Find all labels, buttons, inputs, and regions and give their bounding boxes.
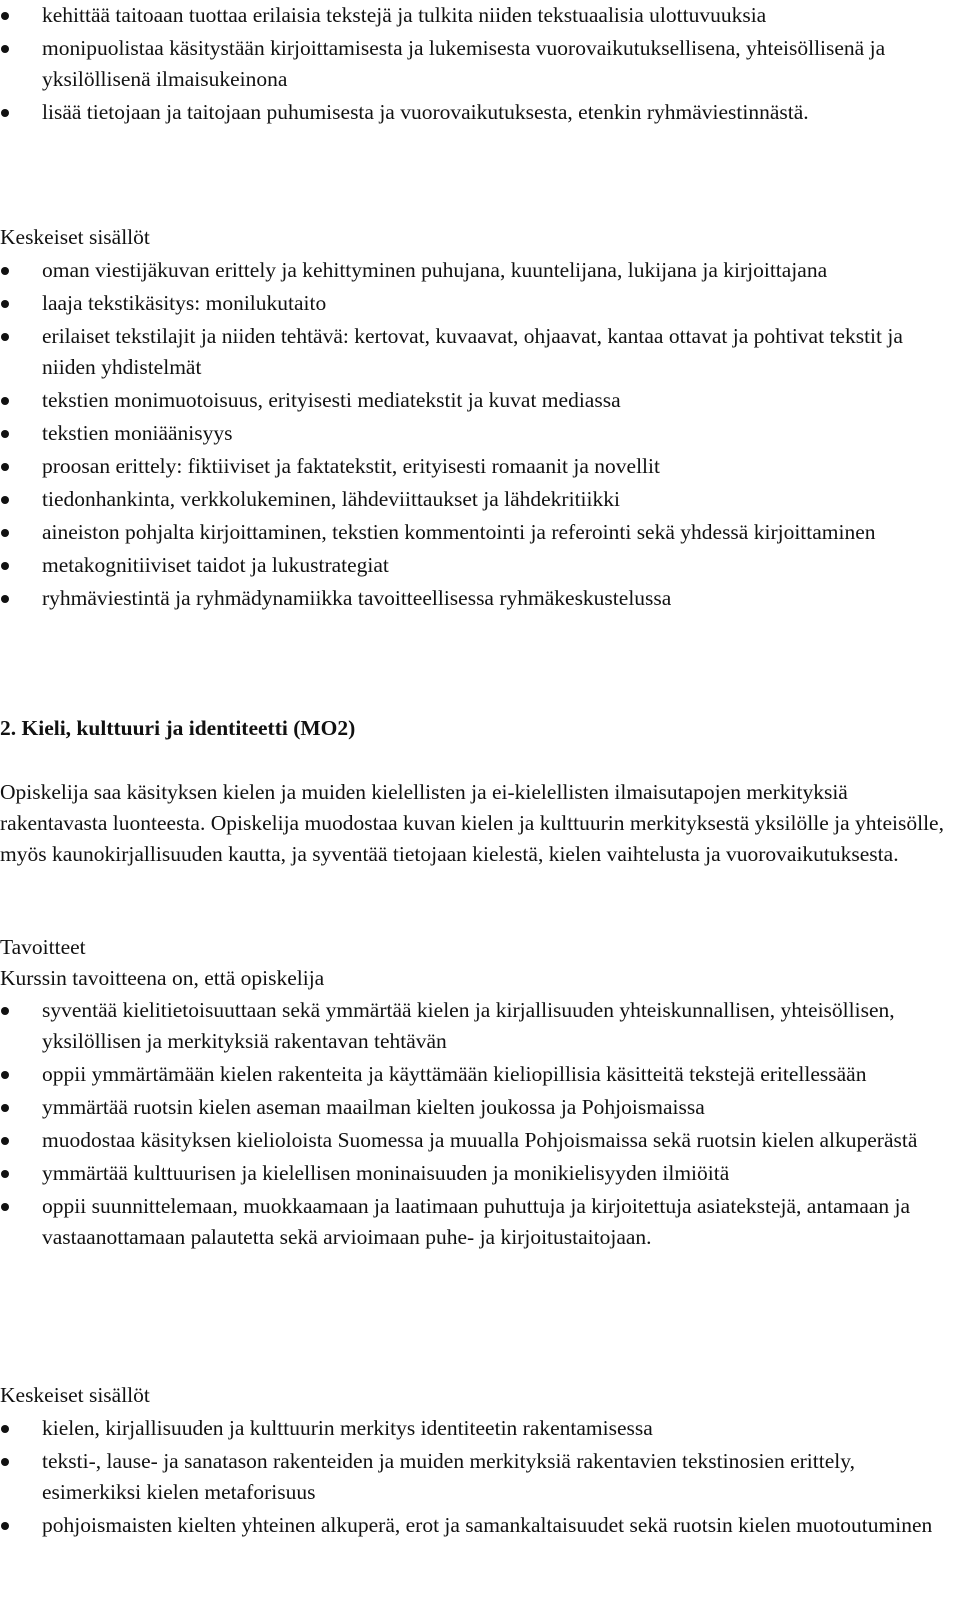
- list-item-text: kielen, kirjallisuuden ja kulttuurin merkitys identiteetin rakentamisessa: [42, 1416, 653, 1440]
- list-item-text: ymmärtää kulttuurisen ja kielellisen moninaisuuden ja monikielisyyden ilmiöitä: [42, 1161, 730, 1185]
- list-item-text: laaja tekstikäsitys: monilukutaito: [42, 291, 327, 315]
- bullet-icon: [1, 430, 9, 438]
- bullet-icon: [1, 12, 9, 20]
- list-item: [0, 321, 960, 383]
- bullet-icon: [1, 397, 9, 405]
- section2-contents-list: [0, 1413, 960, 1543]
- list-item-text: tekstien moniäänisyys: [42, 421, 233, 445]
- goals-intro: Kurssin tavoitteena on, että opiskelija: [0, 966, 325, 990]
- bullet-icon: [1, 45, 9, 53]
- section1-contents-list: [0, 255, 960, 616]
- list-item: [0, 255, 960, 286]
- list-item: [0, 1059, 960, 1090]
- bullet-icon: [1, 1137, 9, 1145]
- bullet-icon: [1, 1007, 9, 1015]
- list-item-text: oppii ymmärtämään kielen rakenteita ja käyttämään kieliopillisia käsitteitä tekstejä eritellessään: [42, 1062, 867, 1086]
- intro-goals-list: [0, 0, 960, 130]
- list-item-text: syventää kielitietoisuuttaan sekä ymmärtää kielen ja kirjallisuuden yhteiskunnallisen, yhteisöllisen, yksilöllisen ja merkityksiä rakentavan tehtävän: [42, 998, 895, 1053]
- bullet-icon: [1, 333, 9, 341]
- bullet-icon: [1, 300, 9, 308]
- list-item-text: ryhmäviestintä ja ryhmädynamiikka tavoitteellisessa ryhmäkeskustelussa: [42, 586, 672, 610]
- list-item-text: tiedonhankinta, verkkolukeminen, lähdeviittaukset ja lähdekritiikki: [42, 487, 620, 511]
- bullet-icon: [1, 1522, 9, 1530]
- list-item: [0, 97, 960, 128]
- bullet-icon: [1, 1104, 9, 1112]
- list-item-text: aineiston pohjalta kirjoittaminen, tekstien kommentointi ja referointi sekä yhdessä kirjoittaminen: [42, 520, 876, 544]
- list-item: [0, 418, 960, 449]
- bullet-icon: [1, 1071, 9, 1079]
- list-item: [0, 1125, 960, 1156]
- list-item-text: pohjoismaisten kielten yhteinen alkuperä, erot ja samankaltaisuudet sekä ruotsin kielen muotoutuminen: [42, 1513, 933, 1537]
- list-item: [0, 995, 960, 1057]
- bullet-icon: [1, 595, 9, 603]
- list-item-text: erilaiset tekstilajit ja niiden tehtävä: kertovat, kuvaavat, ohjaavat, kantaa ottavat ja pohtivat tekstit ja niiden yhdistelmät: [42, 324, 903, 379]
- list-item-text: metakognitiiviset taidot ja lukustrategiat: [42, 553, 389, 577]
- bullet-icon: [1, 496, 9, 504]
- list-item: [0, 1158, 960, 1189]
- bullet-icon: [1, 463, 9, 471]
- list-item-text: tekstien monimuotoisuus, erityisesti mediatekstit ja kuvat mediassa: [42, 388, 621, 412]
- list-item-text: proosan erittely: fiktiiviset ja faktatekstit, erityisesti romaanit ja novellit: [42, 454, 660, 478]
- list-item-text: teksti-, lause- ja sanatason rakenteiden ja muiden merkityksiä rakentavien tekstinosien erittely, esimerkiksi kielen metaforisuus: [42, 1449, 855, 1504]
- list-item-text: kehittää taitoaan tuottaa erilaisia tekstejä ja tulkita niiden tekstuaalisia ulottuvuuksia: [42, 3, 767, 27]
- list-item-text: oppii suunnittelemaan, muokkaamaan ja laatimaan puhuttuja ja kirjoitettuja asiatekstejä, antamaan ja vastaanottamaan palautetta sekä arvioimaan puhe- ja kirjoitustaitojaan.: [42, 1194, 911, 1249]
- bullet-icon: [1, 267, 9, 275]
- bullet-icon: [1, 1170, 9, 1178]
- section2-goals-list: [0, 995, 960, 1255]
- list-item-text: lisää tietojaan ja taitojaan puhumisesta ja vuorovaikutuksesta, etenkin ryhmäviestinnästä.: [42, 100, 809, 124]
- list-item: [0, 0, 960, 31]
- list-item: [0, 1413, 960, 1444]
- section2-description: Opiskelija saa käsityksen kielen ja muiden kielellisten ja ei-kielellisten ilmaisutapojen merkityksiä rakentavasta luonteesta. Opiskelija muodostaa kuvan kielen ja kulttuurin merkityksestä yksilölle ja yhteisölle, myös kaunokirjallisuuden kautta, ja syventää tietojaan kielestä, kielen vaihtelusta ja vuorovaikutuksesta.: [0, 780, 944, 866]
- bullet-icon: [1, 1425, 9, 1433]
- list-item-text: monipuolistaa käsitystään kirjoittamisesta ja lukemisesta vuorovaikutuksellisena, yhteisöllisenä ja yksilöllisenä ilmaisukeinona: [42, 36, 886, 91]
- list-item-text: muodostaa käsityksen kielioloista Suomessa ja muualla Pohjoismaissa sekä ruotsin kielen alkuperästä: [42, 1128, 918, 1152]
- list-item: [0, 550, 960, 581]
- list-item: [0, 484, 960, 515]
- list-item: [0, 1446, 960, 1508]
- section2-contents-heading: Keskeiset sisällöt: [0, 1383, 150, 1407]
- list-item: [0, 583, 960, 614]
- list-item: [0, 1510, 960, 1541]
- bullet-icon: [1, 1458, 9, 1466]
- section1-contents-heading: Keskeiset sisällöt: [0, 225, 150, 249]
- list-item: [0, 1191, 960, 1253]
- bullet-icon: [1, 109, 9, 117]
- list-item-text: oman viestijäkuvan erittely ja kehittyminen puhujana, kuuntelijana, lukijana ja kirjoittajana: [42, 258, 828, 282]
- bullet-icon: [1, 529, 9, 537]
- list-item: [0, 288, 960, 319]
- list-item: [0, 33, 960, 95]
- list-item: [0, 451, 960, 482]
- list-item: [0, 385, 960, 416]
- list-item-text: ymmärtää ruotsin kielen aseman maailman kielten joukossa ja Pohjoismaissa: [42, 1095, 705, 1119]
- section2-title: 2. Kieli, kulttuuri ja identiteetti (MO2): [0, 716, 356, 740]
- list-item: [0, 1092, 960, 1123]
- bullet-icon: [1, 1203, 9, 1211]
- bullet-icon: [1, 562, 9, 570]
- list-item: [0, 517, 960, 548]
- goals-heading: Tavoitteet: [0, 935, 86, 959]
